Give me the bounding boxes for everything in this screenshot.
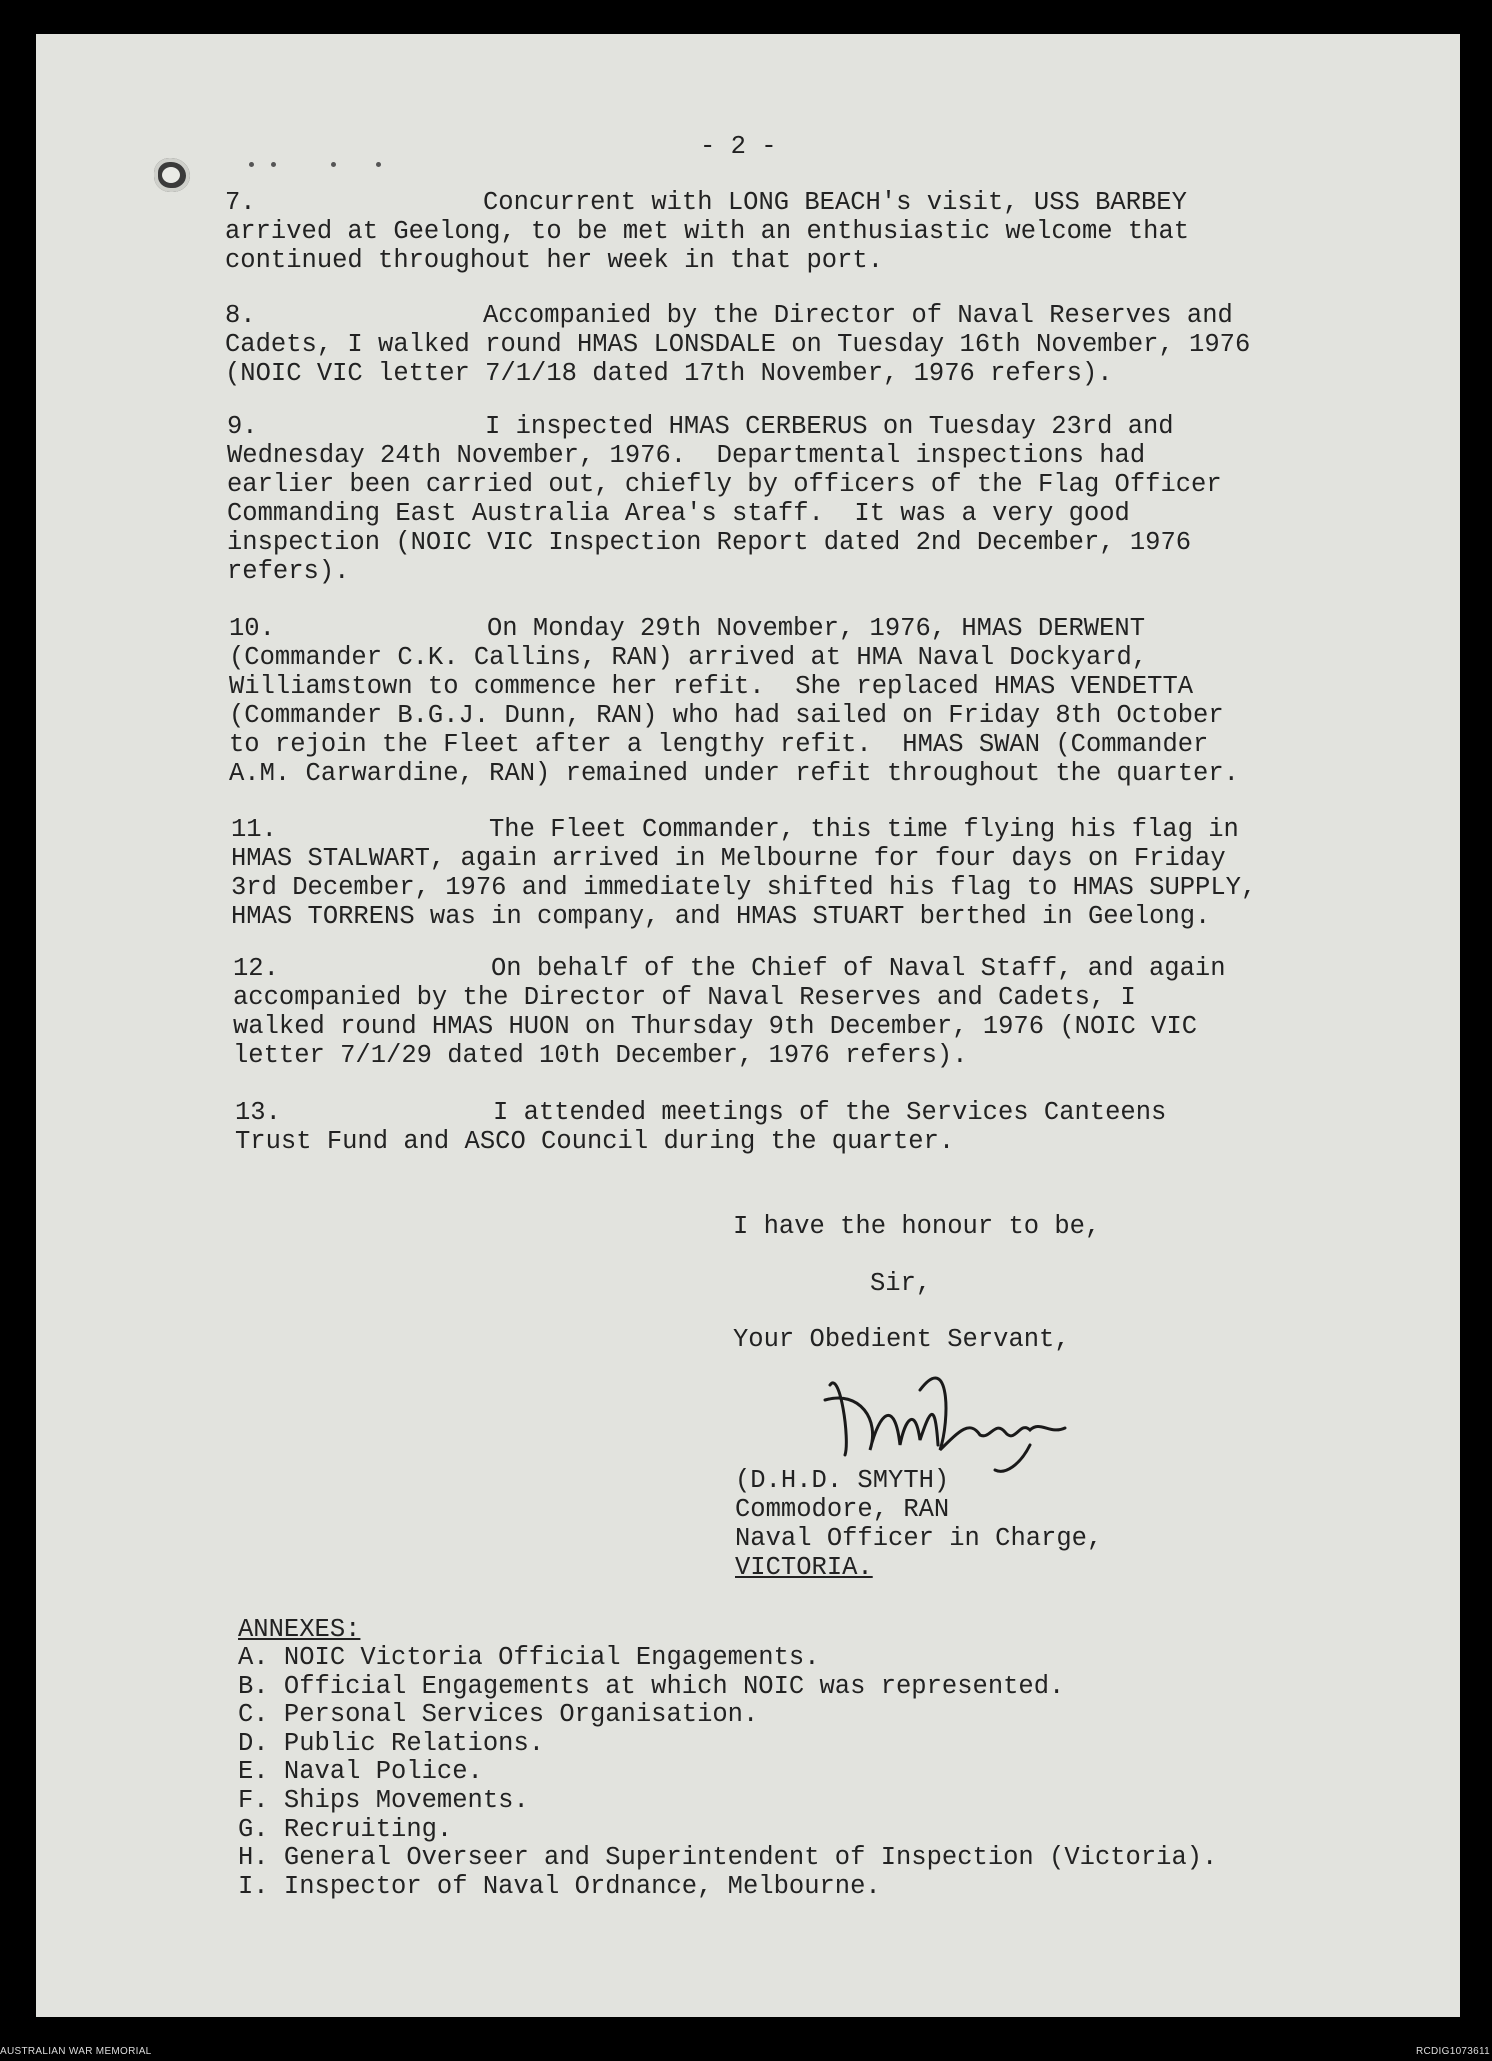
- paragraph-line: inspection (NOIC VIC Inspection Report dated 2nd December, 1976: [227, 528, 1192, 557]
- handwritten-signature: [820, 1360, 1080, 1475]
- footer-record-id: RCDIG1073611: [1415, 2046, 1490, 2057]
- paragraph-line: A.M. Carwardine, RAN) remained under refit throughout the quarter.: [229, 759, 1239, 788]
- paragraph-number: 13.: [235, 1098, 281, 1127]
- paragraph-8: [225, 301, 1250, 388]
- paragraph-10: [229, 614, 1239, 788]
- paragraph-line: continued throughout her week in that port.: [225, 246, 884, 275]
- annex-item: I. Inspector of Naval Ordnance, Melbourne.: [238, 1871, 881, 1901]
- closing-line-1: I have the honour to be,: [733, 1212, 1101, 1241]
- paragraph-line: Williamstown to commence her refit. She replaced HMAS VENDETTA: [229, 672, 1194, 701]
- paragraph-12: [233, 954, 1226, 1070]
- closing-line-2: Sir,: [870, 1269, 932, 1298]
- paragraph-line: HMAS TORRENS was in company, and HMAS STUART berthed in Geelong.: [231, 902, 1211, 931]
- paragraph-line: (NOIC VIC letter 7/1/18 dated 17th November, 1976 refers).: [225, 359, 1113, 388]
- paragraph-line: Cadets, I walked round HMAS LONSDALE on Tuesday 16th November, 1976: [225, 330, 1251, 359]
- paragraph-first-line: Accompanied by the Director of Naval Reserves and: [483, 301, 1233, 330]
- paragraph-line: (Commander C.K. Callins, RAN) arrived at HMA Naval Dockyard,: [229, 643, 1148, 672]
- annex-item: A. NOIC Victoria Official Engagements.: [238, 1643, 820, 1672]
- paragraph-number: 7.: [225, 188, 256, 217]
- paragraph-line: walked round HMAS HUON on Thursday 9th December, 1976 (NOIC VIC: [233, 1012, 1198, 1041]
- annex-item: G. Recruiting.: [238, 1814, 453, 1844]
- signatory-title: Naval Officer in Charge,: [735, 1524, 1103, 1553]
- signatory-name: (D.H.D. SMYTH): [735, 1466, 950, 1495]
- paragraph-7: [225, 188, 1189, 275]
- page-number: - 2 -: [700, 132, 777, 161]
- paragraph-line: accompanied by the Director of Naval Reserves and Cadets, I: [233, 983, 1136, 1012]
- paragraph-first-line: I attended meetings of the Services Canteens: [493, 1098, 1167, 1127]
- paragraph-line: HMAS STALWART, again arrived in Melbourne for four days on Friday: [231, 844, 1226, 873]
- signatory-rank: Commodore, RAN: [735, 1495, 950, 1524]
- punch-marks: [171, 162, 391, 170]
- annex-item: D. Public Relations.: [238, 1728, 545, 1758]
- paragraph-first-line: On behalf of the Chief of Naval Staff, and again: [491, 954, 1226, 983]
- annex-item: F. Ships Movements.: [238, 1785, 529, 1815]
- footer-archive-name: AUSTRALIAN WAR MEMORIAL: [0, 2046, 152, 2057]
- paragraph-line: refers).: [227, 557, 350, 586]
- annex-item: H. General Overseer and Superintendent of Inspection (Victoria).: [238, 1843, 1218, 1873]
- paragraph-13: [235, 1098, 1166, 1156]
- annex-item: E. Naval Police.: [238, 1757, 483, 1787]
- paragraph-first-line: I inspected HMAS CERBERUS on Tuesday 23rd and: [485, 412, 1174, 441]
- paragraph-number: 9.: [227, 412, 258, 441]
- annex-item: C. Personal Services Organisation.: [238, 1700, 759, 1730]
- punch-hole: [154, 158, 190, 192]
- annexes-list: [238, 1644, 1217, 1901]
- paragraph-11: [231, 815, 1256, 931]
- paragraph-first-line: On Monday 29th November, 1976, HMAS DERWENT: [487, 614, 1146, 643]
- paragraph-number: 8.: [225, 301, 256, 330]
- paragraph-line: letter 7/1/29 dated 10th December, 1976 refers).: [233, 1041, 968, 1070]
- paragraph-line: arrived at Geelong, to be met with an enthusiastic welcome that: [225, 217, 1190, 246]
- annexes-heading: ANNEXES:: [238, 1615, 361, 1644]
- annex-item: B. Official Engagements at which NOIC was represented.: [238, 1671, 1065, 1701]
- paragraph-number: 12.: [233, 954, 279, 983]
- paragraph-number: 11.: [231, 815, 277, 844]
- paragraph-line: earlier been carried out, chiefly by officers of the Flag Officer: [227, 470, 1222, 499]
- paragraph-line: (Commander B.G.J. Dunn, RAN) who had sailed on Friday 8th October: [229, 701, 1224, 730]
- paragraph-line: to rejoin the Fleet after a lengthy refit. HMAS SWAN (Commander: [229, 730, 1209, 759]
- paragraph-first-line: Concurrent with LONG BEACH's visit, USS BARBEY: [483, 188, 1187, 217]
- closing-line-3: Your Obedient Servant,: [733, 1325, 1070, 1354]
- paragraph-first-line: The Fleet Commander, this time flying his flag in: [489, 815, 1239, 844]
- paragraph-9: [227, 412, 1222, 586]
- signatory-state: VICTORIA.: [735, 1553, 873, 1582]
- paragraph-line: 3rd December, 1976 and immediately shifted his flag to HMAS SUPPLY,: [231, 873, 1257, 902]
- paragraph-number: 10.: [229, 614, 275, 643]
- paragraph-line: Commanding East Australia Area's staff. It was a very good: [227, 499, 1130, 528]
- paragraph-line: Trust Fund and ASCO Council during the quarter.: [235, 1127, 955, 1156]
- paragraph-line: Wednesday 24th November, 1976. Departmental inspections had: [227, 441, 1146, 470]
